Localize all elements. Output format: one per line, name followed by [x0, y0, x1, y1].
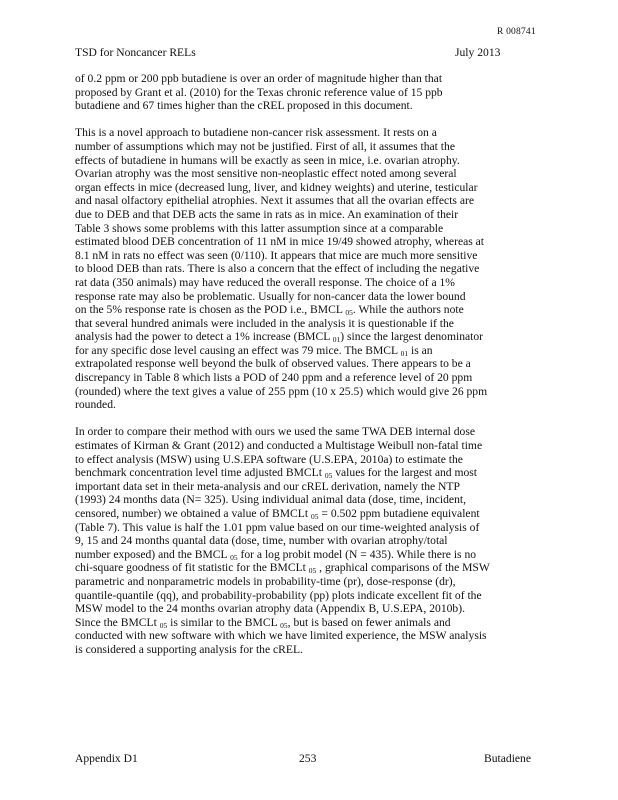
text-line: extrapolated response well beyond the bulk of observed values. There appears to be a [75, 357, 471, 371]
text-line: Ovarian atrophy was the most sensitive non-neoplastic effect noted among several [75, 167, 457, 181]
document-body [75, 72, 555, 670]
text-line: number exposed) and the BMCL $_{05}$ for a log probit model (N = 435). While there is no [75, 547, 477, 562]
text-line: 9, 15 and 24 months quantal data (dose, time, number with ovarian atrophy/total [75, 534, 448, 548]
text-line: In order to compare their method with ours we used the same TWA DEB internal dose [75, 425, 475, 439]
text-line: rat data (350 animals) may have reduced the overall response. The choice of a 1% [75, 275, 455, 289]
text-line: benchmark concentration level time adjusted BMCLt $_{05}$ values for the largest and most [75, 466, 478, 481]
text-line: Since the BMCLt $_{05}$ is similar to the BMCL $_{05}$, but is based on fewer animals and [75, 615, 451, 630]
paragraph-2 [75, 126, 555, 411]
text-line: (Table 7). This value is half the 1.01 ppm value based on our time-weighted analysis of [75, 520, 480, 534]
text-line: conducted with new software with which we have limited experience, the MSW analysis [75, 629, 487, 643]
text-line: chi-square goodness of fit statistic for the BMCLt $_{05}$ , graphical comparisons of the MSW [75, 561, 490, 576]
text-line: discrepancy in Table 8 which lists a POD of 240 ppm and a reference level of 20 ppm [75, 371, 473, 385]
text-line: censored, number) we obtained a value of BMCLt $_{05}$ = 0.502 ppm butadiene equivalent [75, 507, 480, 521]
text-line: proposed by Grant et al. (2010) for the Texas chronic reference value of 15 ppb [75, 85, 443, 99]
text-line: analysis had the power to detect a 1% increase (BMCL $_{01}$) since the largest denominator [75, 330, 484, 345]
paragraph-3 [75, 425, 555, 656]
text-line: parametric and nonparametric models in probability-time (pr), dose-response (dr), [75, 574, 456, 588]
paragraph-1 [75, 72, 555, 113]
text-line: that several hundred animals were included in the analysis it is questionable if the [75, 316, 454, 330]
text-line: (rounded) where the text gives a value of 255 ppm (10 x 25.5) which would give 26 ppm [75, 384, 488, 398]
text-line: to effect analysis (MSW) using U.S.EPA software (U.S.EPA, 2010a) to estimate the [75, 452, 463, 466]
text-line: is considered a supporting analysis for the cREL. [75, 642, 303, 656]
text-line: (1993) 24 months data (N= 325). Using individual animal data (dose, time, incident, [75, 493, 466, 507]
text-line: quantile-quantile (qq), and probability-probability (pp) plots indicate excellent fit of the [75, 588, 482, 602]
text-line: response rate may also be problematic. Usually for non-cancer data the lower bound [75, 289, 466, 303]
header-title: TSD for Noncancer RELs [75, 46, 196, 59]
text-line: This is a novel approach to butadiene non-cancer risk assessment. It rests on a [75, 126, 437, 140]
footer-appendix: Appendix D1 [75, 752, 138, 765]
text-line: of 0.2 ppm or 200 ppb butadiene is over an order of magnitude higher than that [75, 72, 443, 85]
text-line: to blood DEB than rats. There is also a concern that the effect of including the negative [75, 262, 480, 276]
text-line: important data set in their meta-analysis and our cREL derivation, namely the NTP [75, 479, 460, 493]
page-number: 253 [299, 752, 317, 765]
footer-chemical: Butadiene [484, 752, 532, 765]
text-line: estimates of Kirman & Grant (2012) and conducted a Multistage Weibull non-fatal time [75, 439, 483, 453]
text-line: 8.1 nM in rats no effect was seen (0/110). It appears that mice are much more sensitive [75, 248, 478, 262]
text-line: effects of butadiene in humans will be exactly as seen in mice, i.e. ovarian atrophy. [75, 153, 460, 167]
text-line: and nasal olfactory epithelial atrophies. Next it assumes that all the ovarian effects are [75, 194, 474, 208]
text-line: Table 3 shows some problems with this latter assumption since at a comparable [75, 221, 444, 235]
text-line: for any specific dose level causing an effect was 79 mice. The BMCL $_{01}$ is an [75, 343, 433, 358]
text-line: due to DEB and that DEB acts the same in rats as in mice. An examination of their [75, 207, 459, 221]
text-line: number of assumptions which may not be justified. First of all, it assumes that the [75, 139, 455, 153]
bates-number: R 008741 [497, 27, 536, 37]
text-line: butadiene and 67 times higher than the cREL proposed in this document. [75, 99, 413, 113]
text-line: on the 5% response rate is chosen as the POD i.e., BMCL $_{05}$. While the authors note [75, 303, 464, 318]
text-line: organ effects in mice (decreased lung, liver, and kidney weights) and uterine, testicular [75, 180, 478, 194]
text-line: estimated blood DEB concentration of 11 nM in mice 19/49 showed atrophy, whereas at [75, 235, 485, 249]
text-line: MSW model to the 24 months ovarian atrophy data (Appendix B, U.S.EPA, 2010b). [75, 602, 465, 616]
header-date: July 2013 [455, 46, 501, 59]
text-line: rounded. [75, 398, 116, 412]
